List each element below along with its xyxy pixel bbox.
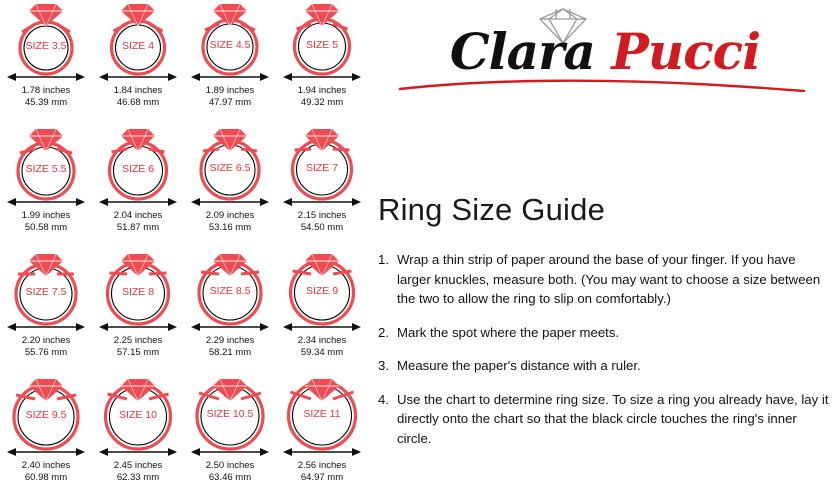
ring-size-cell — [184, 125, 276, 250]
ring-size-label: SIZE 6 — [121, 162, 155, 175]
ring-size-label: SIZE 8.5 — [209, 285, 251, 297]
measurement-inches: 1.94 inches — [297, 85, 347, 96]
step-text: Mark the spot where the paper meets. — [397, 324, 620, 340]
ring-size-cell — [0, 125, 92, 250]
measurement-mm: 59.34 mm — [300, 346, 344, 358]
measurement-mm: 55.76 mm — [24, 346, 68, 358]
ring-illustration — [0, 375, 92, 453]
step-text: Use the chart to determine ring size. To size a ring you already have, lay it directly onto the chart so that the black circle touches the ring's inner circle. — [397, 391, 829, 446]
ring-size-label: SIZE 9.5 — [25, 409, 67, 421]
measurement-mm: 54.50 mm — [300, 221, 344, 233]
ring-illustration — [276, 250, 368, 328]
ring-measurements — [276, 85, 368, 108]
diameter-arrow-icon — [191, 444, 269, 454]
ring-size-cell — [92, 125, 184, 250]
ring-size-label: SIZE 5.5 — [25, 163, 67, 175]
ring-measurements — [0, 460, 92, 483]
measurement-inches: 2.29 inches — [205, 335, 255, 346]
right-panel — [370, 0, 839, 501]
ring-measurements — [276, 210, 368, 233]
ring-measurements — [0, 210, 92, 233]
ring-measurements — [92, 210, 184, 233]
measurement-inches: 2.04 inches — [113, 210, 163, 221]
ring-size-cell — [0, 375, 92, 500]
measurement-mm: 50.58 mm — [24, 221, 68, 233]
instruction-step — [378, 323, 830, 343]
step-number: 3. — [378, 358, 389, 373]
ring-size-cell — [184, 0, 276, 125]
measurement-inches: 2.09 inches — [205, 210, 255, 221]
instructions-list — [378, 250, 830, 462]
diameter-arrow-icon — [99, 319, 177, 329]
brand-name-first: Clara — [449, 22, 595, 81]
logo-underline — [398, 78, 808, 92]
ring-size-chart — [0, 0, 368, 501]
ring-illustration — [276, 375, 368, 453]
ring-measurements — [184, 335, 276, 358]
ring-measurements — [0, 85, 92, 108]
ring-size-cell — [92, 0, 184, 125]
ring-size-cell — [0, 0, 92, 125]
measurement-inches: 1.84 inches — [113, 85, 163, 96]
measurement-inches: 2.50 inches — [205, 460, 255, 471]
measurement-mm: 62.33 mm — [116, 471, 160, 483]
measurement-mm: 57.15 mm — [116, 346, 160, 358]
ring-size-label: SIZE 10.5 — [206, 408, 254, 420]
brand-logo — [380, 4, 830, 100]
measurement-inches: 1.89 inches — [205, 85, 255, 96]
ring-illustration — [92, 375, 184, 453]
ring-size-label: SIZE 10 — [119, 408, 157, 421]
diameter-arrow-icon — [99, 194, 177, 204]
ring-measurements — [92, 335, 184, 358]
page-title: Ring Size Guide — [378, 192, 606, 227]
ring-size-label: SIZE 9 — [305, 284, 339, 297]
ring-size-cell — [184, 375, 276, 500]
ring-measurements — [92, 460, 184, 483]
ring-measurements — [92, 85, 184, 108]
brand-name-second: Pucci — [611, 22, 761, 81]
ring-measurements — [184, 210, 276, 233]
diameter-arrow-icon — [191, 319, 269, 329]
measurement-mm: 64.97 mm — [300, 471, 344, 483]
diameter-arrow-icon — [283, 444, 361, 454]
ring-size-cell — [276, 250, 368, 375]
measurement-mm: 49.32 mm — [300, 96, 344, 108]
measurement-mm: 45.39 mm — [24, 96, 68, 108]
measurement-mm: 46.68 mm — [116, 96, 160, 108]
diameter-arrow-icon — [7, 194, 85, 204]
diameter-arrow-icon — [7, 319, 85, 329]
diameter-arrow-icon — [99, 444, 177, 454]
measurement-inches: 2.56 inches — [297, 460, 347, 471]
step-text: Measure the paper's distance with a ruler. — [397, 358, 641, 373]
ring-measurements — [184, 460, 276, 483]
diameter-arrow-icon — [283, 69, 361, 79]
ring-size-cell — [276, 375, 368, 500]
ring-size-label: SIZE 3.5 — [25, 40, 67, 52]
measurement-mm: 63.46 mm — [208, 471, 252, 483]
measurement-inches: 2.25 inches — [113, 335, 163, 346]
ring-size-label: SIZE 5 — [305, 38, 339, 51]
ring-illustration — [92, 0, 184, 78]
diameter-arrow-icon — [99, 69, 177, 79]
ring-size-cell — [276, 125, 368, 250]
ring-illustration — [184, 0, 276, 78]
step-number: 4. — [378, 391, 389, 407]
ring-size-cell — [184, 250, 276, 375]
ring-illustration — [0, 0, 92, 78]
measurement-mm: 58.21 mm — [208, 346, 252, 358]
instruction-step — [378, 250, 830, 309]
measurement-inches: 2.45 inches — [113, 460, 163, 471]
ring-size-label: SIZE 11 — [303, 407, 341, 420]
measurement-mm: 51.87 mm — [116, 221, 160, 233]
ring-size-label: SIZE 7.5 — [25, 286, 67, 298]
ring-illustration — [92, 250, 184, 328]
ring-illustration — [184, 375, 276, 453]
measurement-inches: 2.34 inches — [297, 335, 347, 346]
step-number: 1. — [378, 252, 389, 267]
diameter-arrow-icon — [7, 444, 85, 454]
ring-illustration — [184, 250, 276, 328]
measurement-inches: 2.40 inches — [21, 460, 71, 471]
measurement-mm: 47.97 mm — [208, 96, 252, 108]
measurement-inches: 2.20 inches — [21, 335, 71, 346]
ring-size-cell — [276, 0, 368, 125]
measurement-inches: 1.99 inches — [21, 210, 71, 221]
instruction-step — [378, 390, 830, 449]
measurement-inches: 1.78 inches — [21, 85, 71, 96]
ring-measurements — [276, 335, 368, 358]
ring-measurements — [184, 85, 276, 108]
diameter-arrow-icon — [191, 69, 269, 79]
instruction-step — [378, 356, 830, 376]
ring-size-label: SIZE 6.5 — [209, 162, 251, 174]
ring-illustration — [0, 125, 92, 203]
ring-illustration — [0, 250, 92, 328]
ring-size-label: SIZE 7 — [305, 161, 339, 174]
ring-illustration — [184, 125, 276, 203]
ring-size-cell — [92, 375, 184, 500]
diameter-arrow-icon — [283, 319, 361, 329]
measurement-mm: 60.98 mm — [24, 471, 68, 483]
diameter-arrow-icon — [7, 69, 85, 79]
ring-size-label: SIZE 8 — [121, 285, 155, 298]
ring-size-label: SIZE 4.5 — [209, 39, 251, 51]
step-number: 2. — [378, 324, 389, 340]
diameter-arrow-icon — [283, 194, 361, 204]
ring-size-cell — [92, 250, 184, 375]
ring-illustration — [276, 0, 368, 78]
diameter-arrow-icon — [191, 194, 269, 204]
brand-name — [380, 22, 830, 81]
step-text: Wrap a thin strip of paper around the base of your finger. If you have larger knuckles, measure both. (You may want to choose a size between the two to allow the ring to slip on comfortably.) — [397, 252, 821, 306]
ring-illustration — [92, 125, 184, 203]
ring-measurements — [0, 335, 92, 358]
measurement-inches: 2.15 inches — [297, 210, 347, 221]
ring-size-label: SIZE 4 — [121, 39, 155, 52]
measurement-mm: 53.16 mm — [208, 221, 252, 233]
ring-illustration — [276, 125, 368, 203]
ring-measurements — [276, 460, 368, 483]
ring-size-cell — [0, 250, 92, 375]
